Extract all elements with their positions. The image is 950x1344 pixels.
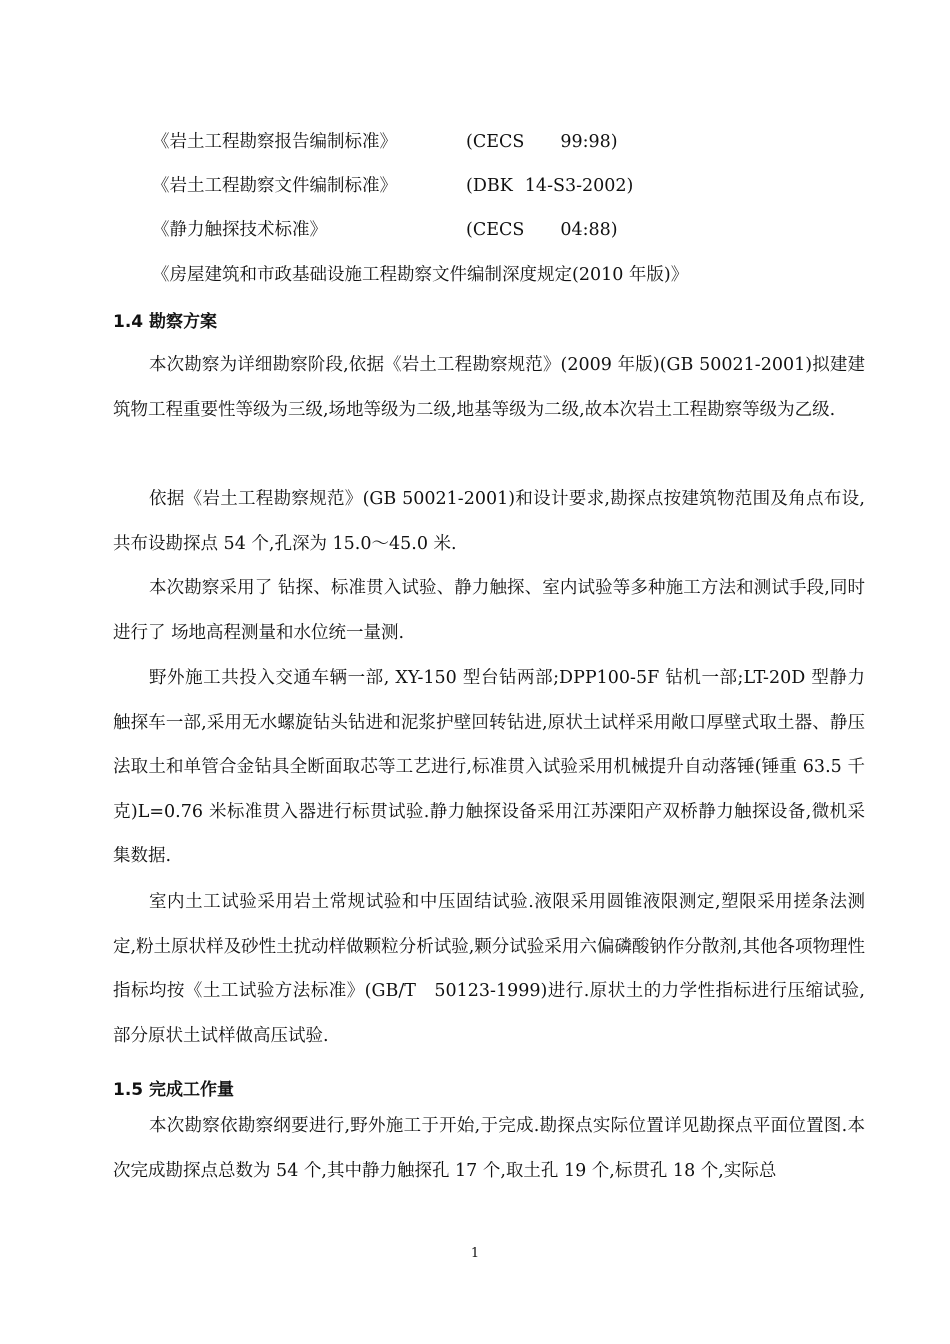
reference-code: (CECS 99:98) bbox=[466, 132, 618, 152]
reference-title: 《岩土工程勘察文件编制标准》 bbox=[152, 176, 397, 196]
body-paragraph: 本次勘察采用了 钻探、标准贯入试验、静力触探、室内试验等多种施工方法和测试手段,同时进行了 场地高程测量和水位统一量测. bbox=[113, 578, 865, 643]
reference-item bbox=[152, 127, 618, 157]
reference-title: 《静力触探技术标准》 bbox=[152, 220, 327, 240]
section-heading: 1.5 完成工作量 bbox=[113, 1080, 235, 1100]
page-number: 1 bbox=[470, 1246, 480, 1261]
body-paragraph: 野外施工共投入交通车辆一部, XY-150 型台钻两部;DPP100-5F 钻机一部;LT-20D 型静力触探车一部,采用无水螺旋钻头钻进和泥浆护壁回转钻进,原状土试样采用敞口厚壁式取土器、静压法取土和单管合金钻具全断面取芯等工艺进行,标准贯入试验采用机械提升自动落锤(锤重 63.5 千克)L=0.76 米标准贯入器进行标贯试验.静力触探设备采用江苏溧阳产双桥静力触探设备,微机采集数据. bbox=[113, 668, 865, 867]
reference-item-long: 《房屋建筑和市政基础设施工程勘察文件编制深度规定(2010 年版)》 bbox=[152, 265, 689, 285]
reference-code: (DBK 14-S3-2002) bbox=[466, 176, 634, 196]
section-heading: 1.4 勘察方案 bbox=[113, 312, 218, 332]
body-paragraph: 依据《岩土工程勘察规范》(GB 50021-2001)和设计要求,勘探点按建筑物范围及角点布设,共布设勘探点 54 个,孔深为 15.0～45.0 米. bbox=[113, 489, 865, 554]
reference-code: (CECS 04:88) bbox=[466, 220, 618, 240]
reference-item bbox=[152, 215, 618, 245]
body-paragraph: 本次勘察依勘察纲要进行,野外施工于开始,于完成.勘探点实际位置详见勘探点平面位置图.本次完成勘探点总数为 54 个,其中静力触探孔 17 个,取土孔 19 个,标贯孔 18 个,实际总 bbox=[113, 1116, 865, 1181]
reference-item bbox=[152, 171, 633, 201]
body-paragraph: 室内土工试验采用岩土常规试验和中压固结试验.液限采用圆锥液限测定,塑限采用搓条法测定,粉土原状样及砂性土扰动样做颗粒分析试验,颗分试验采用六偏磷酸钠作分散剂,其他各项物理性指标均按《土工试验方法标准》(GB/T 50123-1999)进行.原状土的力学性指标进行压缩试验,部分原状土试样做高压试验. bbox=[113, 892, 865, 1046]
body-paragraph: 本次勘察为详细勘察阶段,依据《岩土工程勘察规范》(2009 年版)(GB 50021-2001)拟建建筑物工程重要性等级为三级,场地等级为二级,地基等级为二级,故本次岩土工程勘察等级为乙级. bbox=[113, 355, 865, 420]
reference-title: 《岩土工程勘察报告编制标准》 bbox=[152, 132, 397, 152]
